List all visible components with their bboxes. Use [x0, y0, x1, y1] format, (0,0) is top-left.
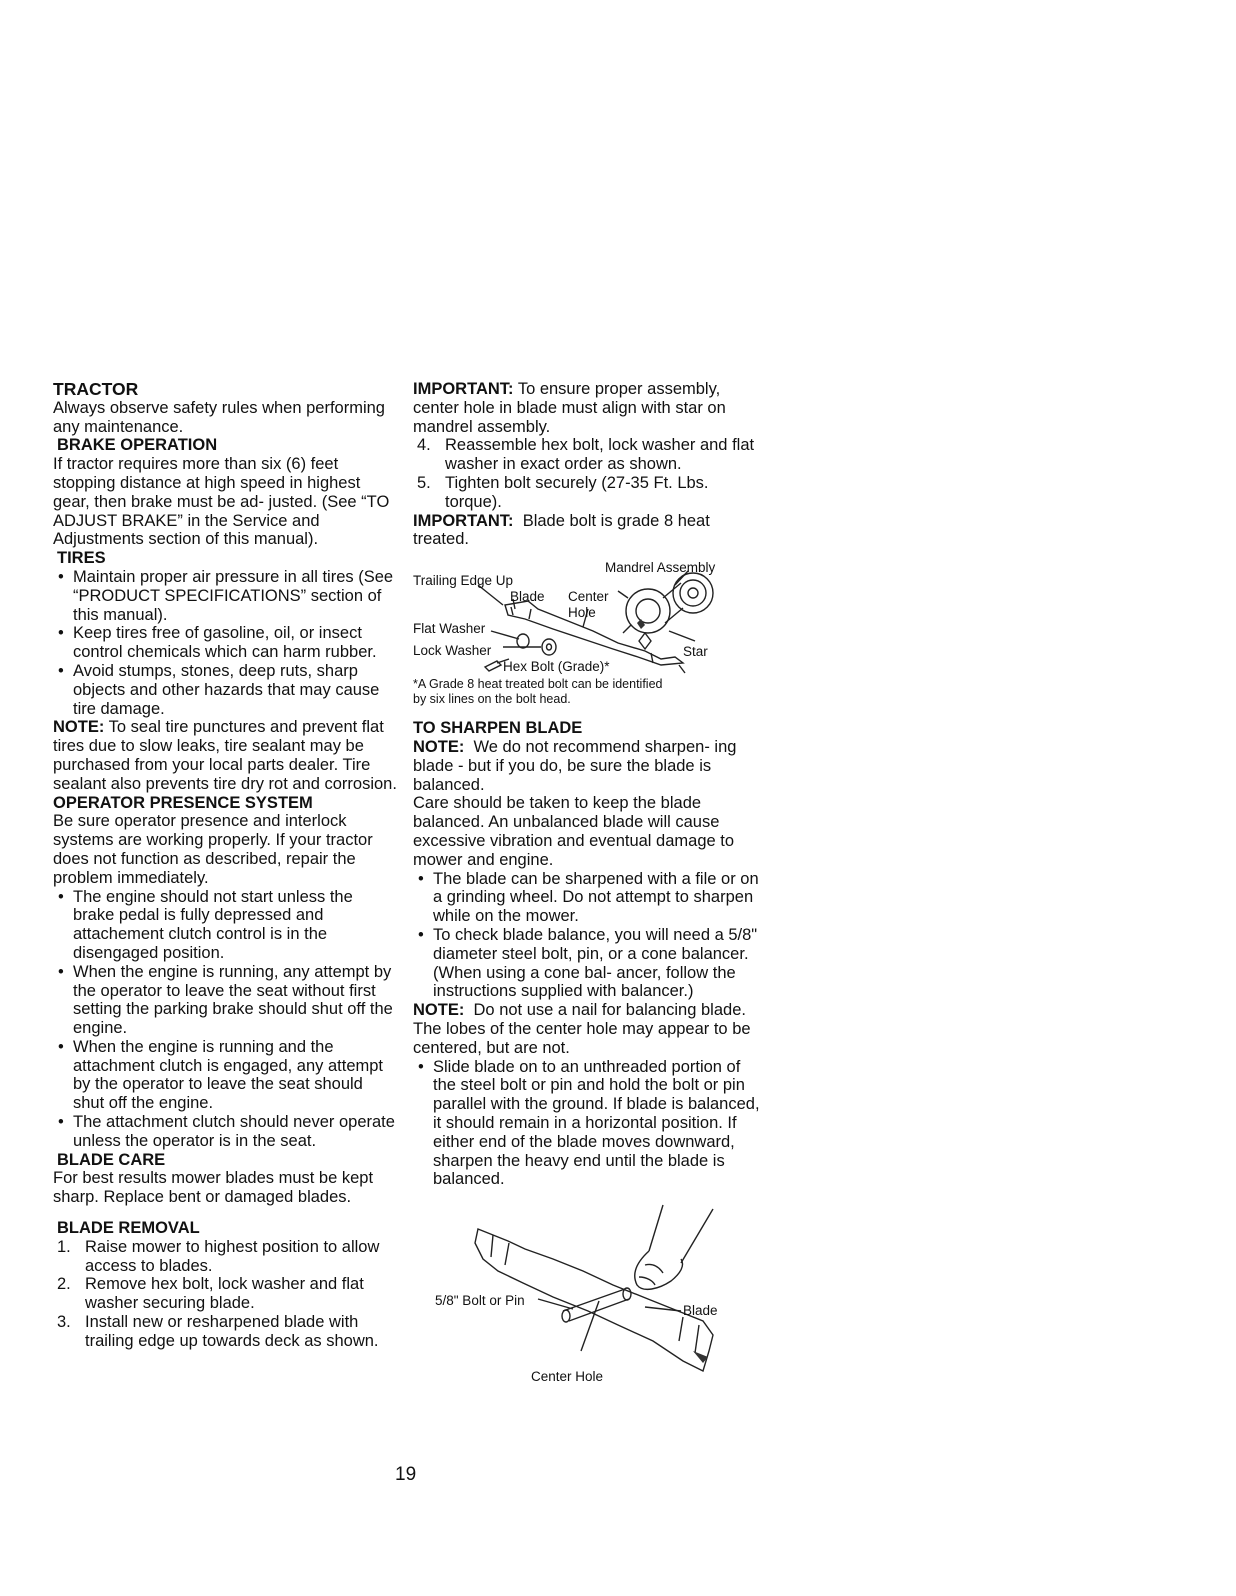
note-label: NOTE:	[413, 1001, 465, 1020]
note-label: NOTE:	[413, 737, 465, 756]
list-item	[53, 1313, 398, 1351]
nail-note-text: Do not use a nail for balancing blade. The lobes of the center hole may appear to be centered, but are not.	[413, 1001, 751, 1057]
step-number: 2.	[57, 1275, 71, 1294]
mandrel-assembly-label: Mandrel Assembly	[605, 560, 716, 576]
sharpen-note-text: We do not recommend sharpen- ing blade - but if you do, be sure the blade is balanced.	[413, 737, 737, 794]
step-number: 1.	[57, 1237, 71, 1256]
tires-note	[53, 718, 398, 793]
blade-removal-steps	[53, 1238, 398, 1351]
sharpen-list	[413, 870, 763, 1002]
list-item: • Slide blade on to an unthreaded portion of the steel bolt or pin and hold the bolt or pin parallel with the ground. If blade is balanced, it should remain in a horizontal position. If either end of the blade moves downward, sharpen the heavy end until the blade is balanced.	[413, 1058, 763, 1190]
list-item	[53, 1238, 398, 1276]
bolt-or-pin-label: 5/8" Bolt or Pin	[435, 1293, 525, 1309]
step-text: Tighten bolt securely (27-35 Ft. Lbs. torque).	[445, 473, 709, 511]
operator-presence-heading: OPERATOR PRESENCE SYSTEM	[53, 793, 313, 812]
list-item: • Maintain proper air pressure in all tires (See “PRODUCT SPECIFICATIONS” section of this manual).	[53, 568, 398, 624]
brake-operation-text: If tractor requires more than six (6) feet stopping distance at high speed in highest gear, then brake must be ad- justed. (See “TO ADJUST BRAKE” in the Service and Adjustments section of this manual).	[53, 455, 390, 549]
tires-note-text: To seal tire punctures and prevent flat tires due to slow leaks, tire sealant may be purchased from your local parts dealer. Tire sealant also prevents tire dry rot and corrosion.	[53, 718, 397, 793]
important-bolt-grade-text: Blade bolt is grade 8 heat treated.	[413, 511, 710, 549]
step-number: 3.	[57, 1313, 71, 1332]
list-item	[413, 436, 763, 474]
sharpen-blade-heading: TO SHARPEN BLADE	[413, 719, 583, 738]
list-item: • The blade can be sharpened with a file or on a grinding wheel. Do not attempt to sharpen while on the mower.	[413, 870, 763, 926]
grade-footnote-line-2: by six lines on the bolt head.	[413, 692, 571, 707]
hex-bolt-label: Hex Bolt (Grade)*	[503, 659, 610, 675]
important-bolt-grade	[413, 512, 763, 550]
flat-washer-label: Flat Washer	[413, 621, 486, 637]
operator-presence-text: Be sure operator presence and interlock systems are working properly. If your tractor does not function as described, repair the problem immediately.	[53, 812, 373, 887]
list-item	[413, 474, 763, 512]
list-item: • The engine should not start unless the brake pedal is fully depressed and attachement clutch control is in the disengaged position.	[53, 888, 398, 963]
important-alignment-text: To ensure proper assembly, center hole in blade must align with star on mandrel assembly.	[413, 380, 726, 436]
important-label: IMPORTANT:	[413, 380, 514, 398]
operator-presence-list	[53, 888, 398, 1151]
step-text: Install new or resharpened blade with trailing edge up towards deck as shown.	[85, 1313, 379, 1350]
center-label: Center	[568, 589, 609, 605]
blade-label: Blade	[510, 589, 545, 605]
list-item	[53, 1275, 398, 1313]
step-text: Raise mower to highest position to allow access to blades.	[85, 1237, 380, 1275]
list-item: • When the engine is running and the attachment clutch is engaged, any attempt by the operator to leave the seat should shut off the engine.	[53, 1038, 398, 1113]
page-number: 19	[395, 1464, 417, 1485]
trailing-edge-up-label: Trailing Edge Up	[413, 573, 514, 589]
tires-list	[53, 568, 398, 718]
important-alignment	[413, 380, 763, 436]
star-label: Star	[683, 644, 708, 660]
list-item: • To check blade balance, you will need a 5/8" diameter steel bolt, pin, or a cone balancer. (When using a cone bal- ancer, follow the instructions supplied with balancer.)	[413, 926, 763, 1001]
hole-label: Hole	[568, 605, 596, 621]
lock-washer-label: Lock Washer	[413, 643, 492, 659]
reassembly-steps	[413, 436, 763, 511]
blade-care-text: For best results mower blades must be kept sharp. Replace bent or damaged blades.	[53, 1169, 374, 1207]
list-item: • Avoid stumps, stones, deep ruts, sharp objects and other hazards that may cause tire damage.	[53, 662, 398, 718]
brake-operation-heading: BRAKE OPERATION	[57, 436, 218, 455]
blade-removal-heading: BLADE REMOVAL	[57, 1219, 200, 1238]
tractor-text: Always observe safety rules when performing any maintenance.	[53, 398, 385, 436]
list-item: • The attachment clutch should never operate unless the operator is in the seat.	[53, 1113, 398, 1151]
left-column	[53, 380, 398, 1351]
center-hole-label: Center Hole	[531, 1369, 604, 1385]
balance-list	[413, 1058, 763, 1190]
important-label: IMPORTANT:	[413, 511, 514, 530]
grade-footnote-line-1: *A Grade 8 heat treated bolt can be identified	[413, 677, 663, 692]
blade-care-heading: BLADE CARE	[57, 1150, 166, 1169]
note-label: NOTE:	[53, 718, 105, 737]
step-text: Reassemble hex bolt, lock washer and flat washer in exact order as shown.	[445, 436, 755, 474]
step-text: Remove hex bolt, lock washer and flat washer securing blade.	[85, 1275, 364, 1313]
nail-note	[413, 1001, 763, 1057]
blade-balance-diagram	[413, 1201, 743, 1401]
tractor-heading: TRACTOR	[53, 379, 139, 399]
sharpen-text: Care should be taken to keep the blade balanced. An unbalanced blade will cause excessive vibration and eventual damage to mower and engine.	[413, 794, 735, 869]
blade-label: Blade	[683, 1303, 718, 1319]
list-item: • Keep tires free of gasoline, oil, or insect control chemicals which can harm rubber.	[53, 624, 398, 662]
step-number: 4.	[417, 436, 431, 455]
step-number: 5.	[417, 473, 431, 492]
tires-heading: TIRES	[57, 549, 106, 568]
blade-assembly-diagram	[413, 553, 758, 675]
right-column	[413, 380, 763, 1401]
list-item: • When the engine is running, any attempt by the operator to leave the seat without first setting the parking brake should shut off the engine.	[53, 963, 398, 1038]
sharpen-note	[413, 738, 763, 794]
